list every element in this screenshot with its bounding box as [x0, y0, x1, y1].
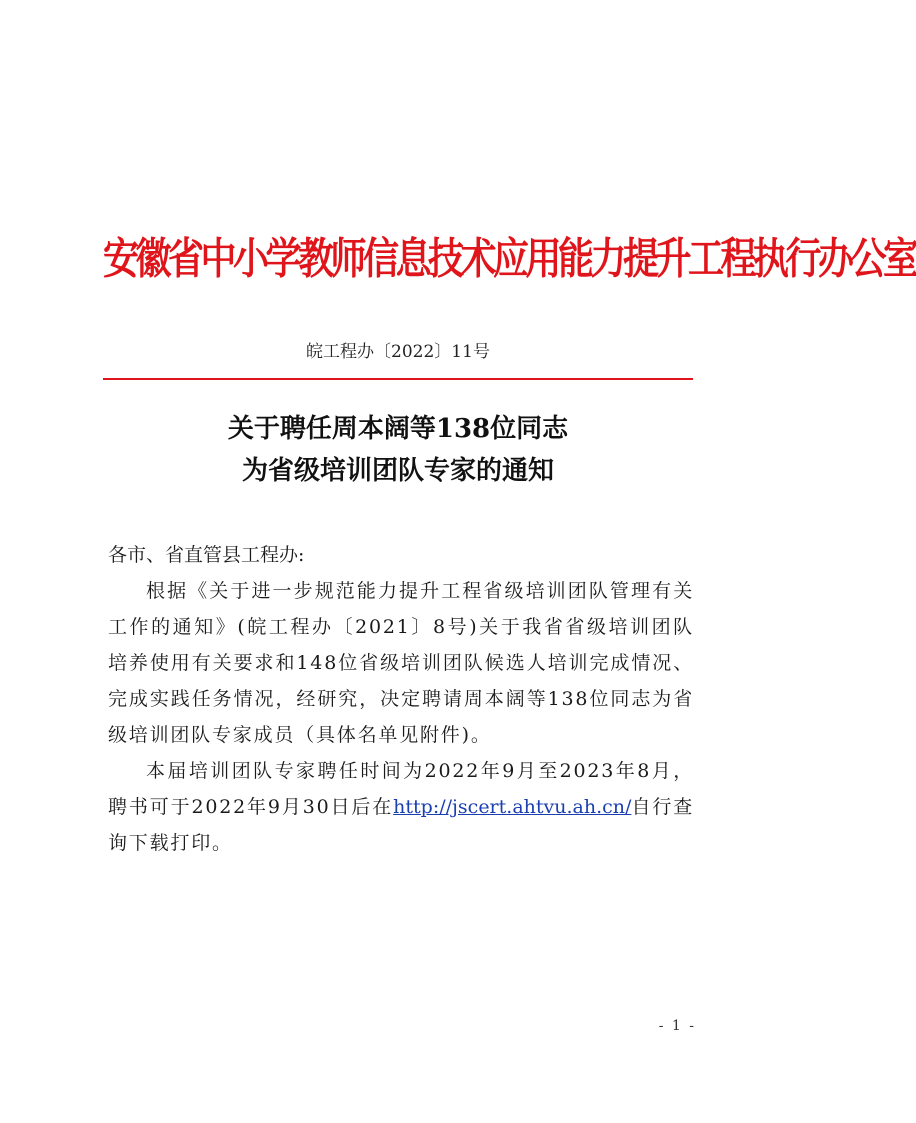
notice-title-line-1: 关于聘任周本阔等138位同志	[227, 414, 569, 444]
paragraph-2-text-after-link: 自行查询下载打印。	[108, 796, 695, 854]
registration-website-link[interactable]: http://jscert.ahtvu.ah.cn/	[393, 796, 632, 818]
salutation: 各市、省直管县工程办:	[108, 544, 305, 566]
notice-body	[108, 537, 694, 861]
page-number: - 1 -	[658, 1018, 696, 1034]
notice-title-line-2: 为省级培训团队专家的通知	[241, 456, 554, 486]
paragraph-2-text-before-link: 本届培训团队专家聘任时间为2022年9月至2023年8月，聘书可于2022年9月30日后在	[108, 760, 694, 818]
body-paragraph-1: 根据《关于进一步规范能力提升工程省级培训团队管理有关工作的通知》(皖工程办〔2021〕8号)关于我省省级培训团队培养使用有关要求和148位省级培训团队候选人培训完成情况、完成实践任务情况，经研究，决定聘请周本阔等138位同志为省级培训团队专家成员（具体名单见附件)。	[108, 580, 694, 746]
issuing-office-header: 安徽省中小学教师信息技术应用能力提升工程执行办公室	[103, 233, 916, 285]
body-paragraph-2	[108, 753, 694, 861]
notice-title	[103, 408, 693, 492]
document-number: 皖工程办〔2022〕11号	[306, 342, 490, 362]
red-divider-line	[103, 378, 693, 380]
